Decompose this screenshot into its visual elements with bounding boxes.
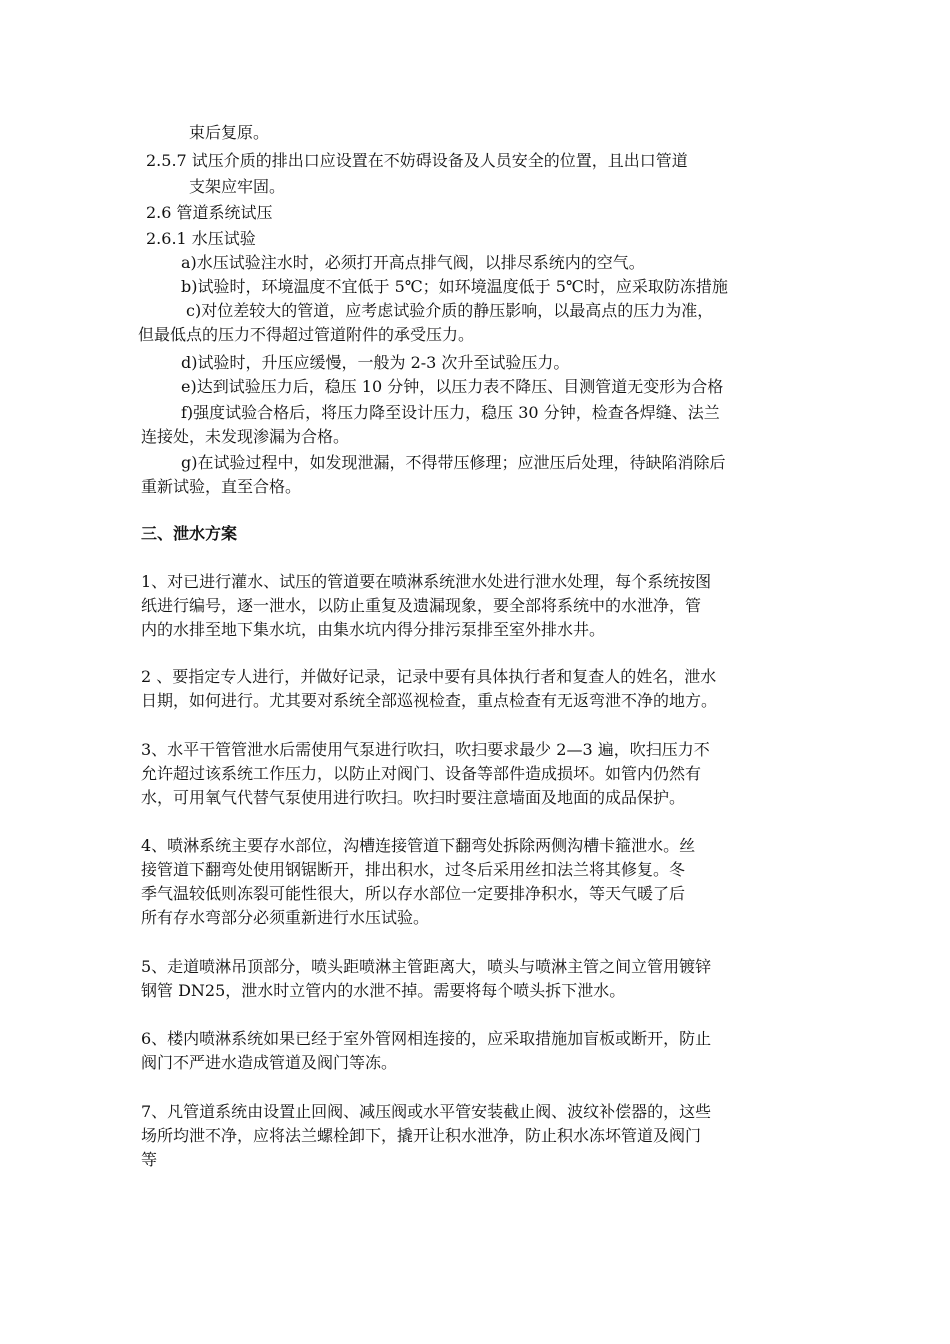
paragraph-3-line-2: 允许超过该系统工作压力，以防止对阀门、设备等部件造成损坏。如管内仍然有 (141, 764, 702, 783)
paragraph-3-line-1: 3、水平干管管泄水后需使用气泵进行吹扫，吹扫要求最少 2—3 遍，吹扫压力不 (141, 740, 710, 759)
paragraph-4-line-1: 4、喷淋系统主要存水部位，沟槽连接管道下翻弯处拆除两侧沟槽卡箍泄水。丝 (141, 836, 696, 855)
item-c-line-1: c)对位差较大的管道，应考虑试验介质的静压影响，以最高点的压力为准， (186, 301, 714, 320)
item-g-line-1: g)在试验过程中，如发现泄漏，不得带压修理；应泄压后处理，待缺陷消除后 (181, 453, 726, 472)
paragraph-2-line-1: 2 、要指定专人进行，并做好记录，记录中要有具体执行者和复查人的姓名，泄水 (141, 667, 717, 686)
item-c-line-2: 但最低点的压力不得超过管道附件的承受压力。 (138, 325, 475, 344)
paragraph-2-line-2: 日期，如何进行。尤其要对系统全部巡视检查，重点检查有无返弯泄不净的地方。 (141, 691, 718, 710)
paragraph-5-line-1: 5、走道喷淋吊顶部分，喷头距喷淋主管距离大，喷头与喷淋主管之间立管用镀锌 (141, 957, 712, 976)
paragraph-4-line-4: 所有存水弯部分必须重新进行水压试验。 (141, 908, 430, 927)
paragraph-4-line-2: 接管道下翻弯处使用钢锯断开，排出积水，过冬后采用丝扣法兰将其修复。冬 (141, 860, 686, 879)
paragraph-1-line-2: 纸进行编号，逐一泄水，以防止重复及遗漏现象，要全部将系统中的水泄净，管 (141, 596, 702, 615)
item-d: d)试验时，升压应缓慢，一般为 2-3 次升至试验压力。 (181, 353, 570, 372)
paragraph-7-line-1: 7、凡管道系统由设置止回阀、减压阀或水平管安装截止阀、波纹补偿器的，这些 (141, 1102, 712, 1121)
heading-2-6: 2.6 管道系统试压 (146, 203, 273, 222)
paragraph-7-line-2: 场所均泄不净，应将法兰螺栓卸下，撬开让积水泄净，防止积水冻坏管道及阀门 (141, 1126, 702, 1145)
item-f-line-2: 连接处，未发现渗漏为合格。 (141, 427, 350, 446)
section-3-heading: 三、泄水方案 (141, 524, 238, 543)
continuation-line: 束后复原。 (189, 123, 270, 142)
paragraph-4-line-3: 季气温较低则冻裂可能性很大，所以存水部位一定要排净积水，等天气暖了后 (141, 884, 686, 903)
item-a: a)水压试验注水时，必须打开高点排气阀，以排尽系统内的空气。 (181, 253, 645, 272)
heading-2-6-1: 2.6.1 水压试验 (146, 229, 256, 248)
paragraph-7-line-3: 等 (141, 1150, 158, 1169)
item-f-line-1: f)强度试验合格后，将压力降至设计压力，稳压 30 分钟，检查各焊缝、法兰 (181, 403, 720, 422)
item-2-5-7-line-2: 支架应牢固。 (189, 177, 286, 196)
item-e: e)达到试验压力后，稳压 10 分钟，以压力表不降压、目测管道无变形为合格 (181, 377, 724, 396)
paragraph-5-line-2: 钢管 DN25，泄水时立管内的水泄不掉。需要将每个喷头拆下泄水。 (141, 981, 626, 1000)
paragraph-3-line-3: 水，可用氧气代替气泵使用进行吹扫。吹扫时要注意墙面及地面的成品保护。 (141, 788, 686, 807)
paragraph-1-line-1: 1、对已进行灌水、试压的管道要在喷淋系统泄水处进行泄水处理，每个系统按图 (141, 572, 712, 591)
item-b: b)试验时，环境温度不宜低于 5℃；如环境温度低于 5℃时，应采取防冻措施 (181, 277, 728, 296)
paragraph-6-line-2: 阀门不严进水造成管道及阀门等冻。 (141, 1053, 398, 1072)
item-g-line-2: 重新试验，直至合格。 (141, 477, 302, 496)
paragraph-1-line-3: 内的水排至地下集水坑，由集水坑内得分排污泵排至室外排水井。 (141, 620, 606, 639)
item-2-5-7-line-1: 2.5.7 试压介质的排出口应设置在不妨碍设备及人员安全的位置，且出口管道 (146, 151, 688, 170)
paragraph-6-line-1: 6、楼内喷淋系统如果已经于室外管网相连接的，应采取措施加盲板或断开，防止 (141, 1029, 712, 1048)
